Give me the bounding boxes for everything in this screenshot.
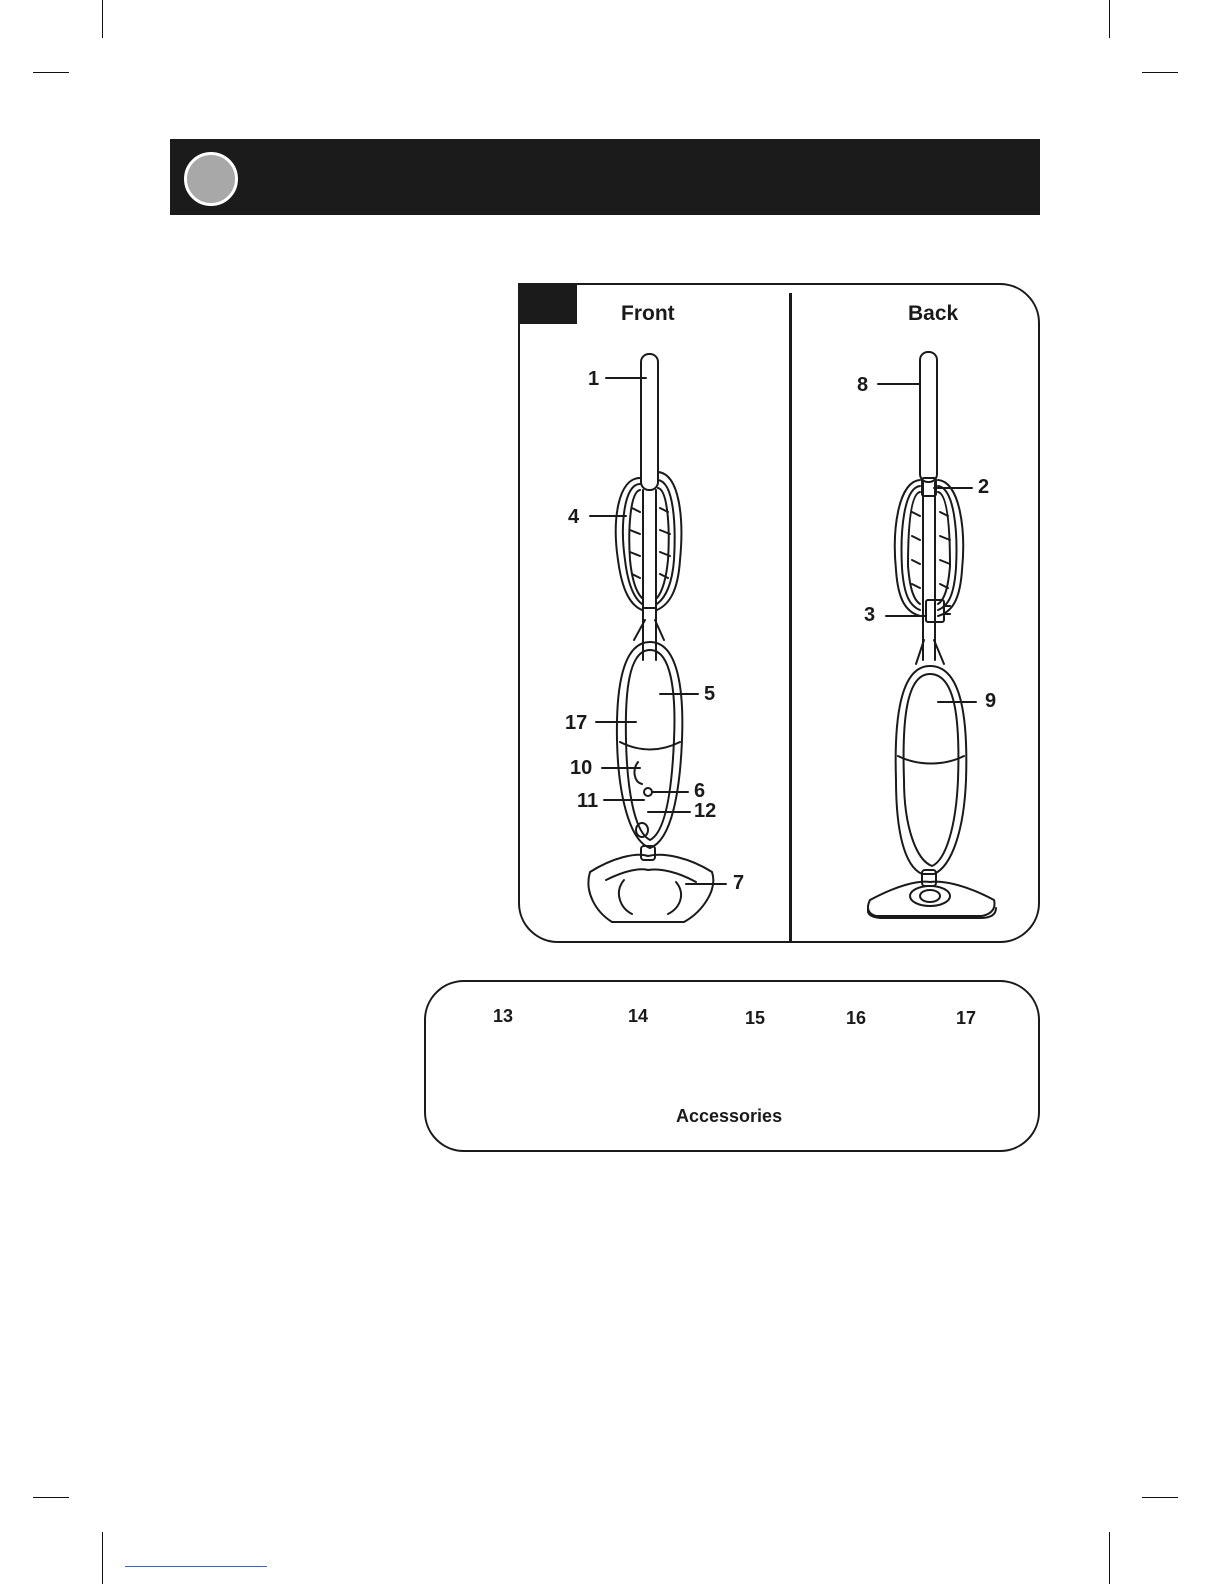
callout-6: 6 <box>694 780 706 802</box>
callout-2: 2 <box>978 476 990 498</box>
callout-9: 9 <box>985 690 997 712</box>
callout-4: 4 <box>568 506 580 528</box>
callout-10: 10 <box>570 757 593 779</box>
back-steam-mop-illustration <box>868 352 996 918</box>
callout-11: 11 <box>577 790 599 812</box>
callout-8: 8 <box>857 374 869 396</box>
accessory-label-15: 15 <box>745 1008 766 1028</box>
callout-17-front: 17 <box>565 712 588 734</box>
back-view-label: Back <box>908 302 959 325</box>
footer-underline <box>125 1566 267 1567</box>
callout-5: 5 <box>704 683 716 705</box>
accessory-label-13: 13 <box>493 1006 514 1026</box>
callout-3: 3 <box>864 604 876 626</box>
front-steam-mop-illustration <box>588 354 716 922</box>
callout-7: 7 <box>733 872 745 894</box>
front-view-label: Front <box>621 302 675 325</box>
accessory-label-16: 16 <box>846 1008 867 1028</box>
accessory-label-14: 14 <box>628 1006 649 1026</box>
callout-12: 12 <box>694 800 717 822</box>
callout-1: 1 <box>588 368 600 390</box>
accessory-label-17: 17 <box>956 1008 977 1028</box>
accessories-title: Accessories <box>676 1106 783 1126</box>
